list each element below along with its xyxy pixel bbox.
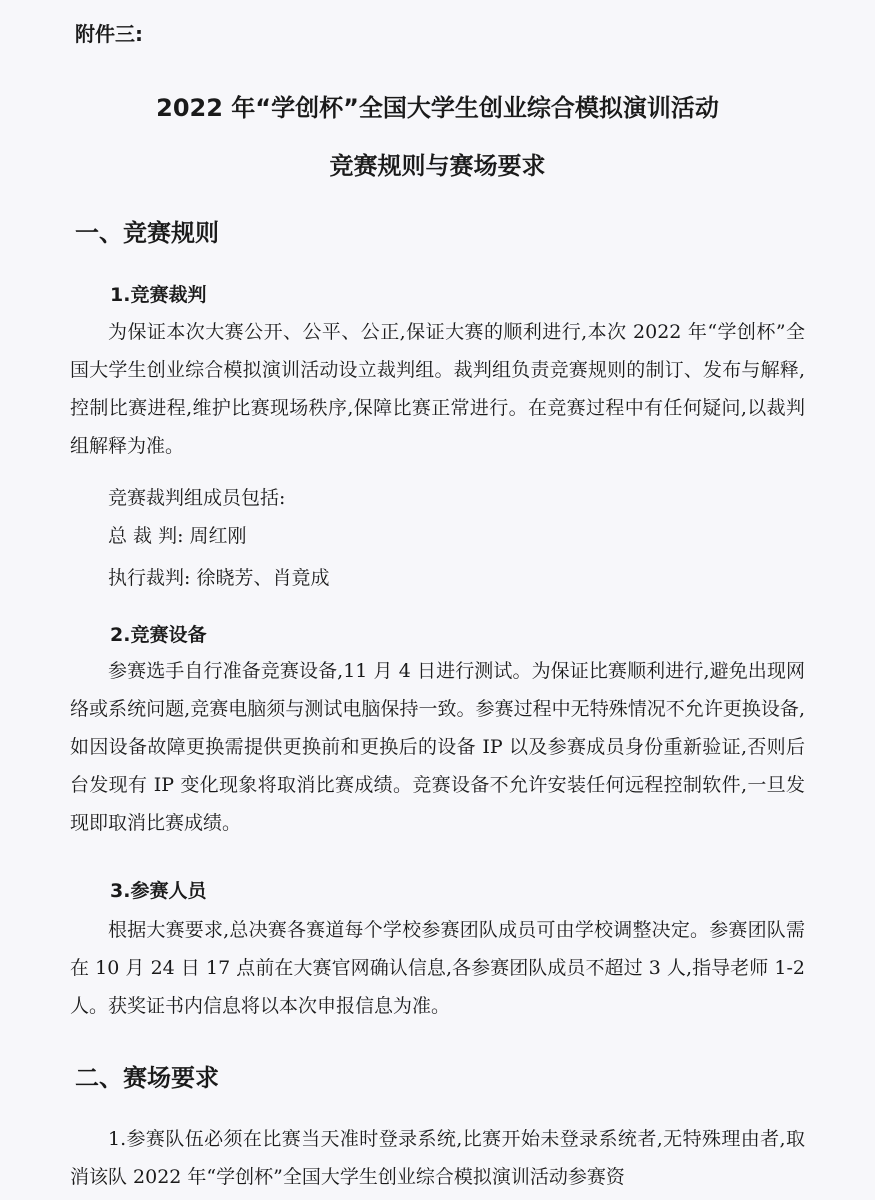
section-heading-venue: 二、赛场要求	[75, 1064, 219, 1092]
subheading-judges: 1.竞赛裁判	[110, 284, 207, 306]
document-subtitle: 竞赛规则与赛场要求	[329, 152, 546, 180]
document-title: 2022 年“学创杯”全国大学生创业综合模拟演训活动	[156, 94, 719, 122]
paragraph-judges-text: 为保证本次大赛公开、公平、公正,保证大赛的顺利进行,本次 2022 年“学创杯”全国大学生创业综合模拟演训活动设立裁判组。裁判组负责竞赛规则的制订、发布与解释,控制比赛进程,维护比赛现场秩序,保障比赛正常进行。在竞赛过程中有任何疑问,以裁判组解释为准。	[70, 321, 805, 457]
subheading-participants: 3.参赛人员	[110, 880, 207, 902]
paragraph-equipment-text: 参赛选手自行准备竞赛设备,11 月 4 日进行测试。为保证比赛顺利进行,避免出现网络或系统问题,竞赛电脑须与测试电脑保持一致。参赛过程中无特殊情况不允许更换设备,如因设备故障更换需提供更换前和更换后的设备 IP 以及参赛成员身份重新验证,否则后台发现有 IP 变化现象将取消比赛成绩。竞赛设备不允许安装任何远程控制软件,一旦发现即取消比赛成绩。	[70, 660, 805, 834]
subheading-equipment: 2.竞赛设备	[110, 624, 207, 646]
executive-judges: 执行裁判: 徐晓芳、肖竟成	[108, 567, 330, 589]
judges-members-intro: 竞赛裁判组成员包括:	[108, 487, 286, 509]
chief-judge: 总 裁 判: 周红刚	[108, 525, 247, 547]
paragraph-venue-text: 1.参赛队伍必须在比赛当天准时登录系统,比赛开始未登录系统者,无特殊理由者,取消该队 2022 年“学创杯”全国大学生创业综合模拟演训活动参赛资	[70, 1128, 805, 1188]
paragraph-venue	[70, 1120, 805, 1196]
paragraph-judges	[70, 313, 805, 465]
attachment-label: 附件三:	[75, 22, 143, 46]
paragraph-participants	[70, 911, 805, 1025]
paragraph-participants-text: 根据大赛要求,总决赛各赛道每个学校参赛团队成员可由学校调整决定。参赛团队需在 10 月 24 日 17 点前在大赛官网确认信息,各参赛团队成员不超过 3 人,指导老师 1-2 人。获奖证书内信息将以本次申报信息为准。	[70, 919, 805, 1017]
paragraph-equipment	[70, 652, 805, 842]
section-heading-rules: 一、竞赛规则	[75, 219, 219, 247]
